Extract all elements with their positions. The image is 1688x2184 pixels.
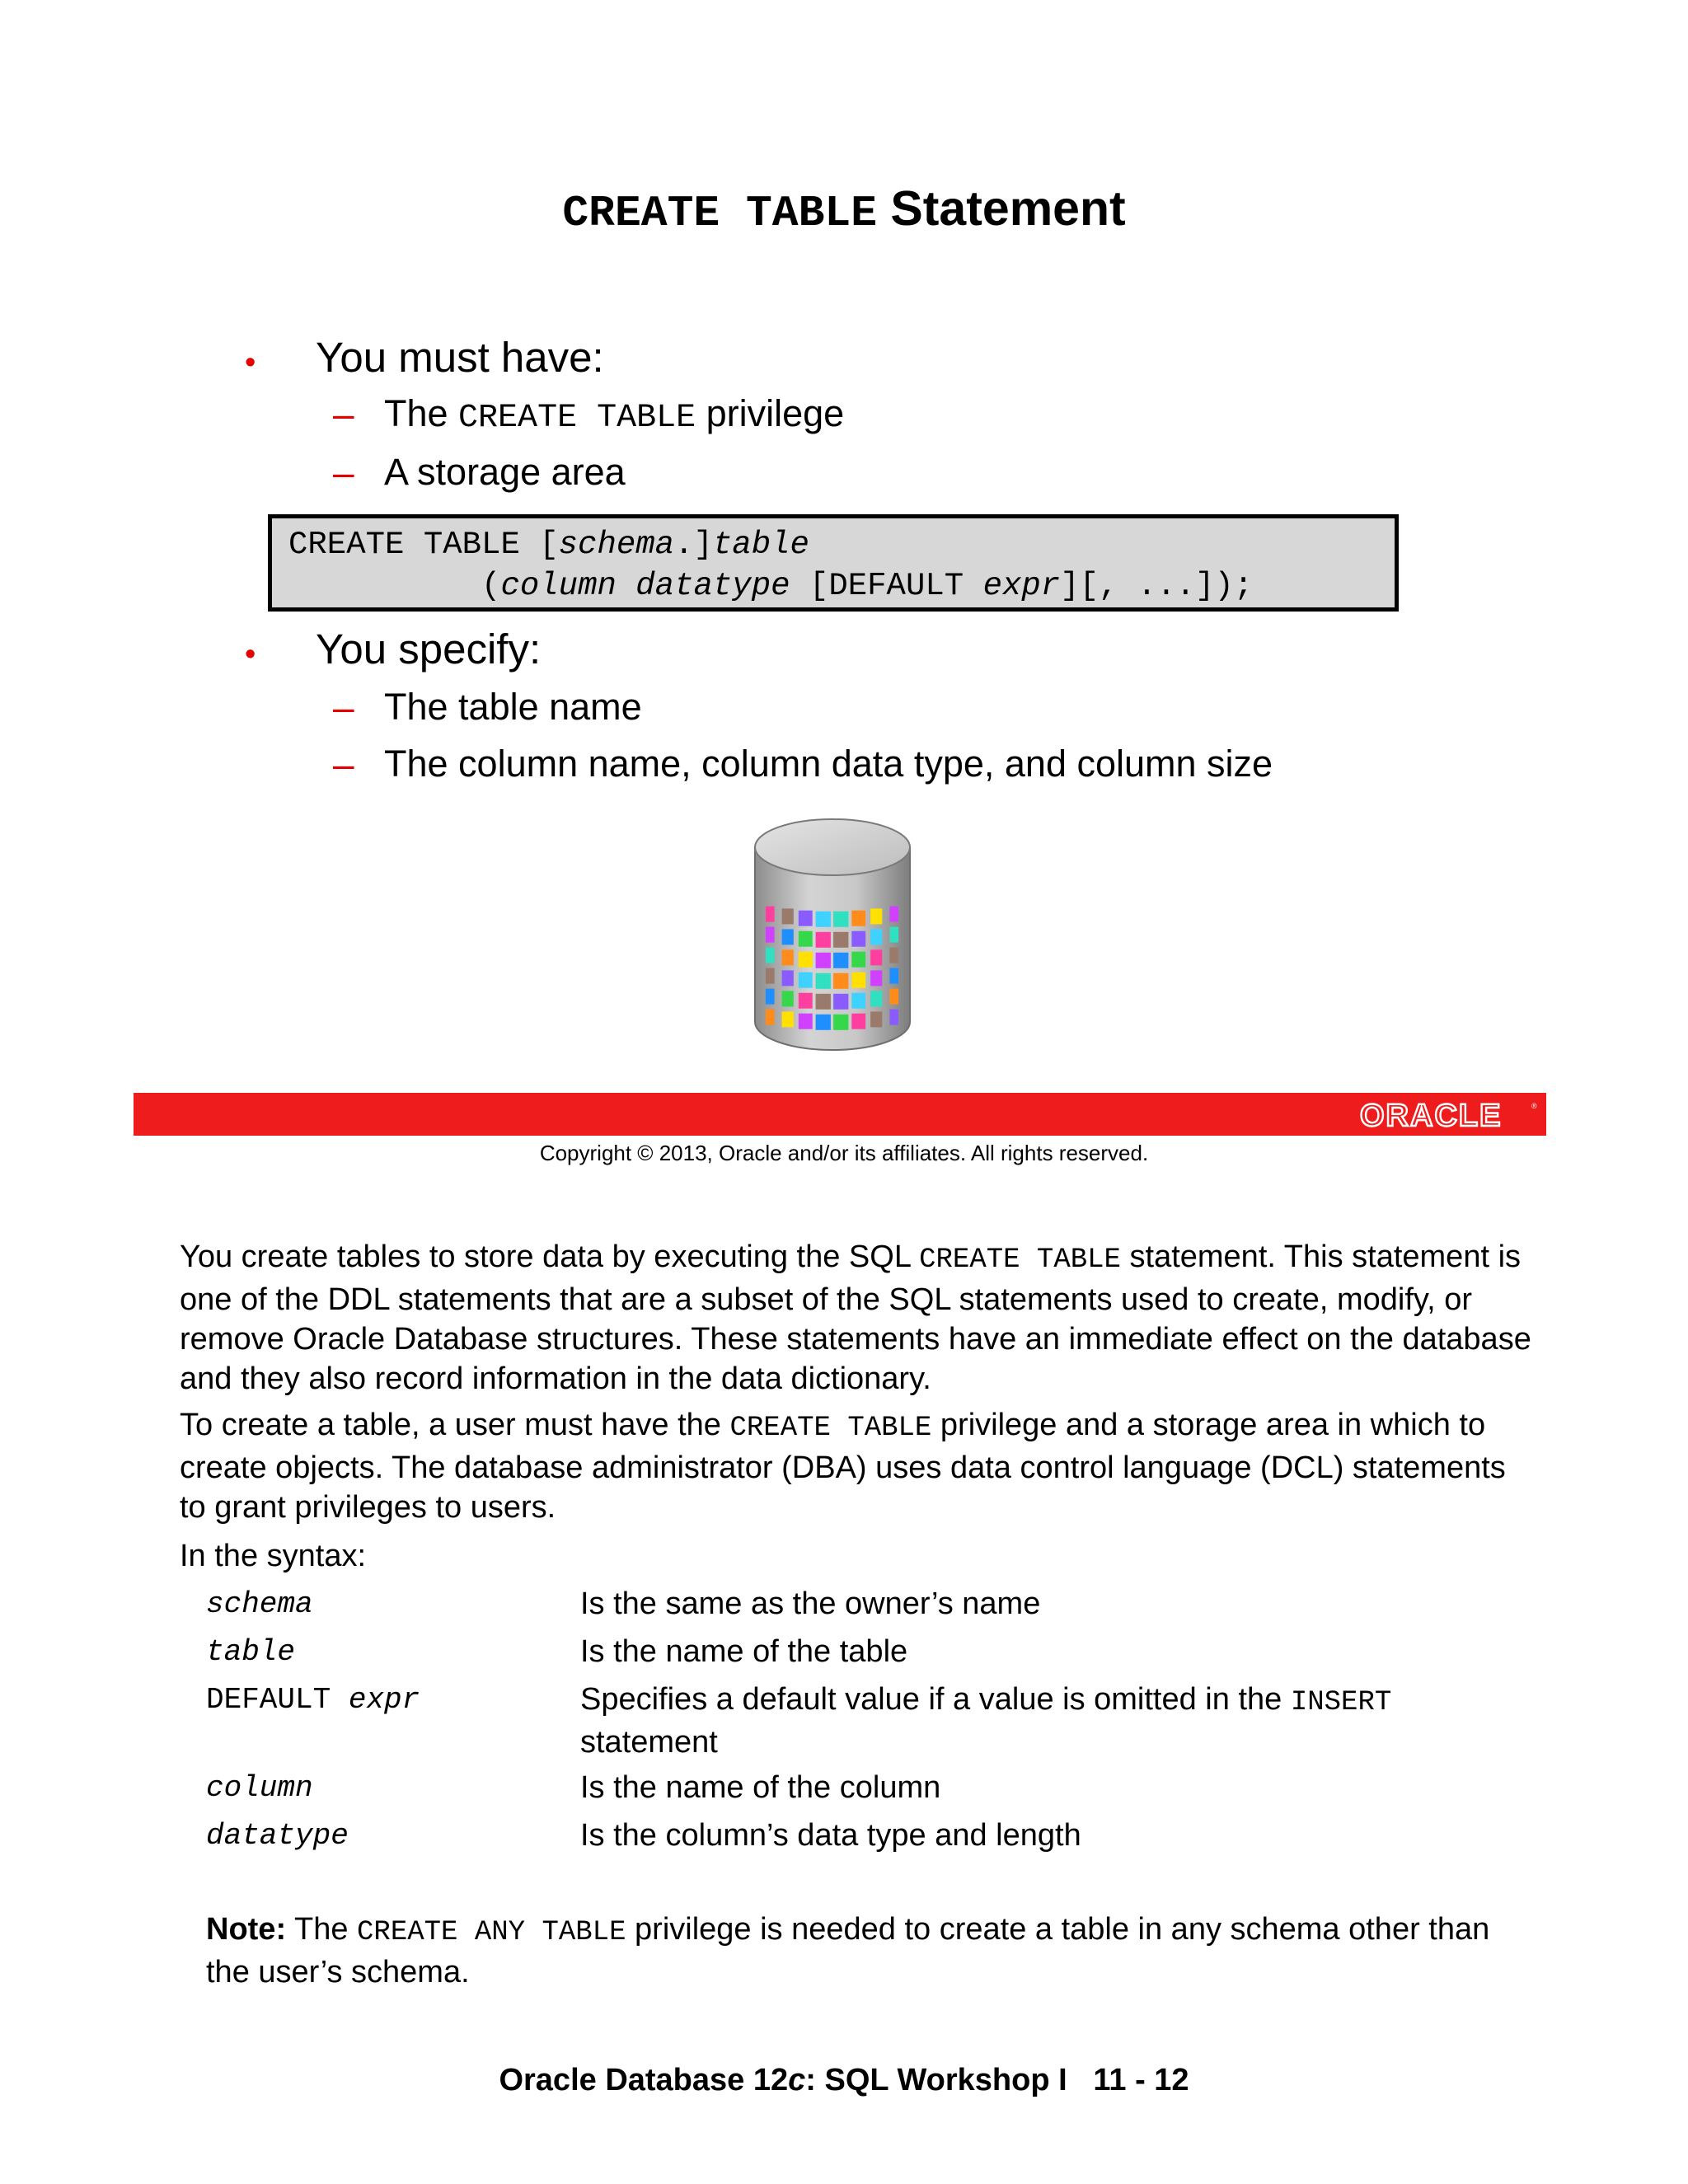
syntax-term: table [206, 1635, 296, 1669]
cylinder-tile [889, 948, 898, 963]
cylinder-tile [766, 927, 775, 943]
cylinder-tile [833, 994, 848, 1010]
cylinder-tile [799, 911, 813, 926]
cylinder-tile [782, 991, 794, 1006]
cylinder-tile [816, 994, 831, 1010]
dash-marker: – [333, 686, 354, 729]
cylinder-tile [889, 907, 898, 922]
notes-in-the-syntax: In the syntax: [180, 1539, 367, 1573]
dash-marker: – [333, 743, 354, 785]
syntax-line-1: CREATE TABLE [schema.]table [288, 527, 809, 563]
cylinder-tile [816, 912, 831, 927]
cylinder-tile [851, 993, 865, 1009]
bullet-marker: • [245, 345, 256, 380]
notes-paragraph-2: To create a table, a user must have the CREATE TABLE privilege and a storage area in which to create objects. The database administrator (DBA) uses data control language (DCL) statements to grant privileges to users. [180, 1408, 1506, 1525]
cylinder-tile [799, 993, 813, 1009]
cylinder-tile [816, 1015, 831, 1030]
cylinder-tile [833, 953, 848, 968]
svg-text:®: ® [1531, 1102, 1537, 1110]
cylinder-tile [799, 972, 813, 988]
oracle-red-bar [134, 1093, 1546, 1136]
cylinder-tile [799, 1014, 813, 1029]
cylinder-tile [889, 927, 898, 943]
syntax-term: column [206, 1771, 313, 1805]
cylinder-tile [782, 1011, 794, 1027]
syntax-term: datatype [206, 1819, 349, 1853]
cylinder-tile [870, 929, 882, 944]
syntax-term-description: Is the name of the table [580, 1634, 908, 1669]
cylinder-tile [870, 1011, 882, 1027]
cylinder-tile [889, 1010, 898, 1025]
syntax-term-description: Is the name of the column [580, 1770, 941, 1805]
item-create-table-privilege: The CREATE TABLE privilege [384, 392, 845, 437]
item-table-name: The table name [384, 686, 642, 728]
cylinder-tile [766, 907, 775, 922]
syntax-term: schema [206, 1587, 313, 1621]
notes-note: Note: The CREATE ANY TABLE privilege is needed to create a table in any schema other than the user’s schema. [206, 1912, 1490, 1990]
cylinder-tile [766, 948, 775, 963]
cylinder-tile [833, 973, 848, 989]
cylinder-tile [851, 1014, 865, 1029]
cylinder-tile [889, 968, 898, 984]
cylinder-tile [833, 932, 848, 948]
cylinder-tile [851, 911, 865, 926]
cylinder-tile [870, 970, 882, 986]
cylinder-tile [782, 929, 794, 944]
dash-marker: – [333, 451, 354, 494]
cylinder-tile [816, 932, 831, 948]
syntax-term-description: Specifies a default value if a value is omitted in the INSERT statement [580, 1682, 1392, 1760]
item-storage-area: A storage area [384, 451, 626, 493]
bullet-you-specify: You specify: [316, 626, 542, 673]
oracle-logo [1360, 1099, 1541, 1132]
bullet-marker: • [245, 637, 256, 672]
item-column-details: The column name, column data type, and column size [384, 743, 1273, 785]
cylinder-tile [766, 1010, 775, 1025]
cylinder-tile [851, 952, 865, 968]
bullet-must-have: You must have: [316, 334, 604, 381]
syntax-box [268, 514, 1399, 612]
syntax-term-description: Is the same as the owner’s name [580, 1586, 1041, 1621]
notes-paragraph-1: You create tables to store data by executing the SQL CREATE TABLE statement. This statement is one of the DDL statements that are a subset of the SQL statements used to create, modify, or remove Oracle Database structures. These statements have an immediate effect on the database and they also record information in the data dictionary. [180, 1240, 1531, 1396]
cylinder-tile [799, 931, 813, 947]
database-cylinder-icon [752, 814, 913, 1053]
cylinder-tile [816, 953, 831, 968]
cylinder-tile [851, 972, 865, 988]
cylinder-tile [782, 949, 794, 965]
syntax-term: DEFAULT expr [206, 1683, 420, 1717]
cylinder-tile [833, 1015, 848, 1030]
cylinder-tile [766, 968, 775, 984]
cylinder-tile [870, 991, 882, 1006]
cylinder-tile [766, 989, 775, 1005]
cylinder-tile [870, 908, 882, 924]
cylinder-tile [782, 908, 794, 924]
cylinder-tile [870, 949, 882, 965]
svg-text:ORACLE: ORACLE [1360, 1099, 1503, 1132]
cylinder-tile [782, 970, 794, 986]
syntax-line-2: (column datatype [DEFAULT expr][, ...]); [288, 568, 1254, 604]
dash-marker: – [333, 392, 354, 435]
cylinder-tile [889, 989, 898, 1005]
cylinder-tile [851, 931, 865, 947]
page-footer: Oracle Database 12c: SQL Workshop I 11 - 12 [499, 2063, 1189, 2097]
cylinder-tile [833, 912, 848, 927]
slide-title: CREATE TABLE Statement [562, 181, 1126, 238]
copyright-text: Copyright © 2013, Oracle and/or its affiliates. All rights reserved. [539, 1141, 1149, 1165]
cylinder-tile [816, 973, 831, 989]
cylinder-tile [799, 952, 813, 968]
syntax-term-description: Is the column’s data type and length [580, 1818, 1081, 1853]
